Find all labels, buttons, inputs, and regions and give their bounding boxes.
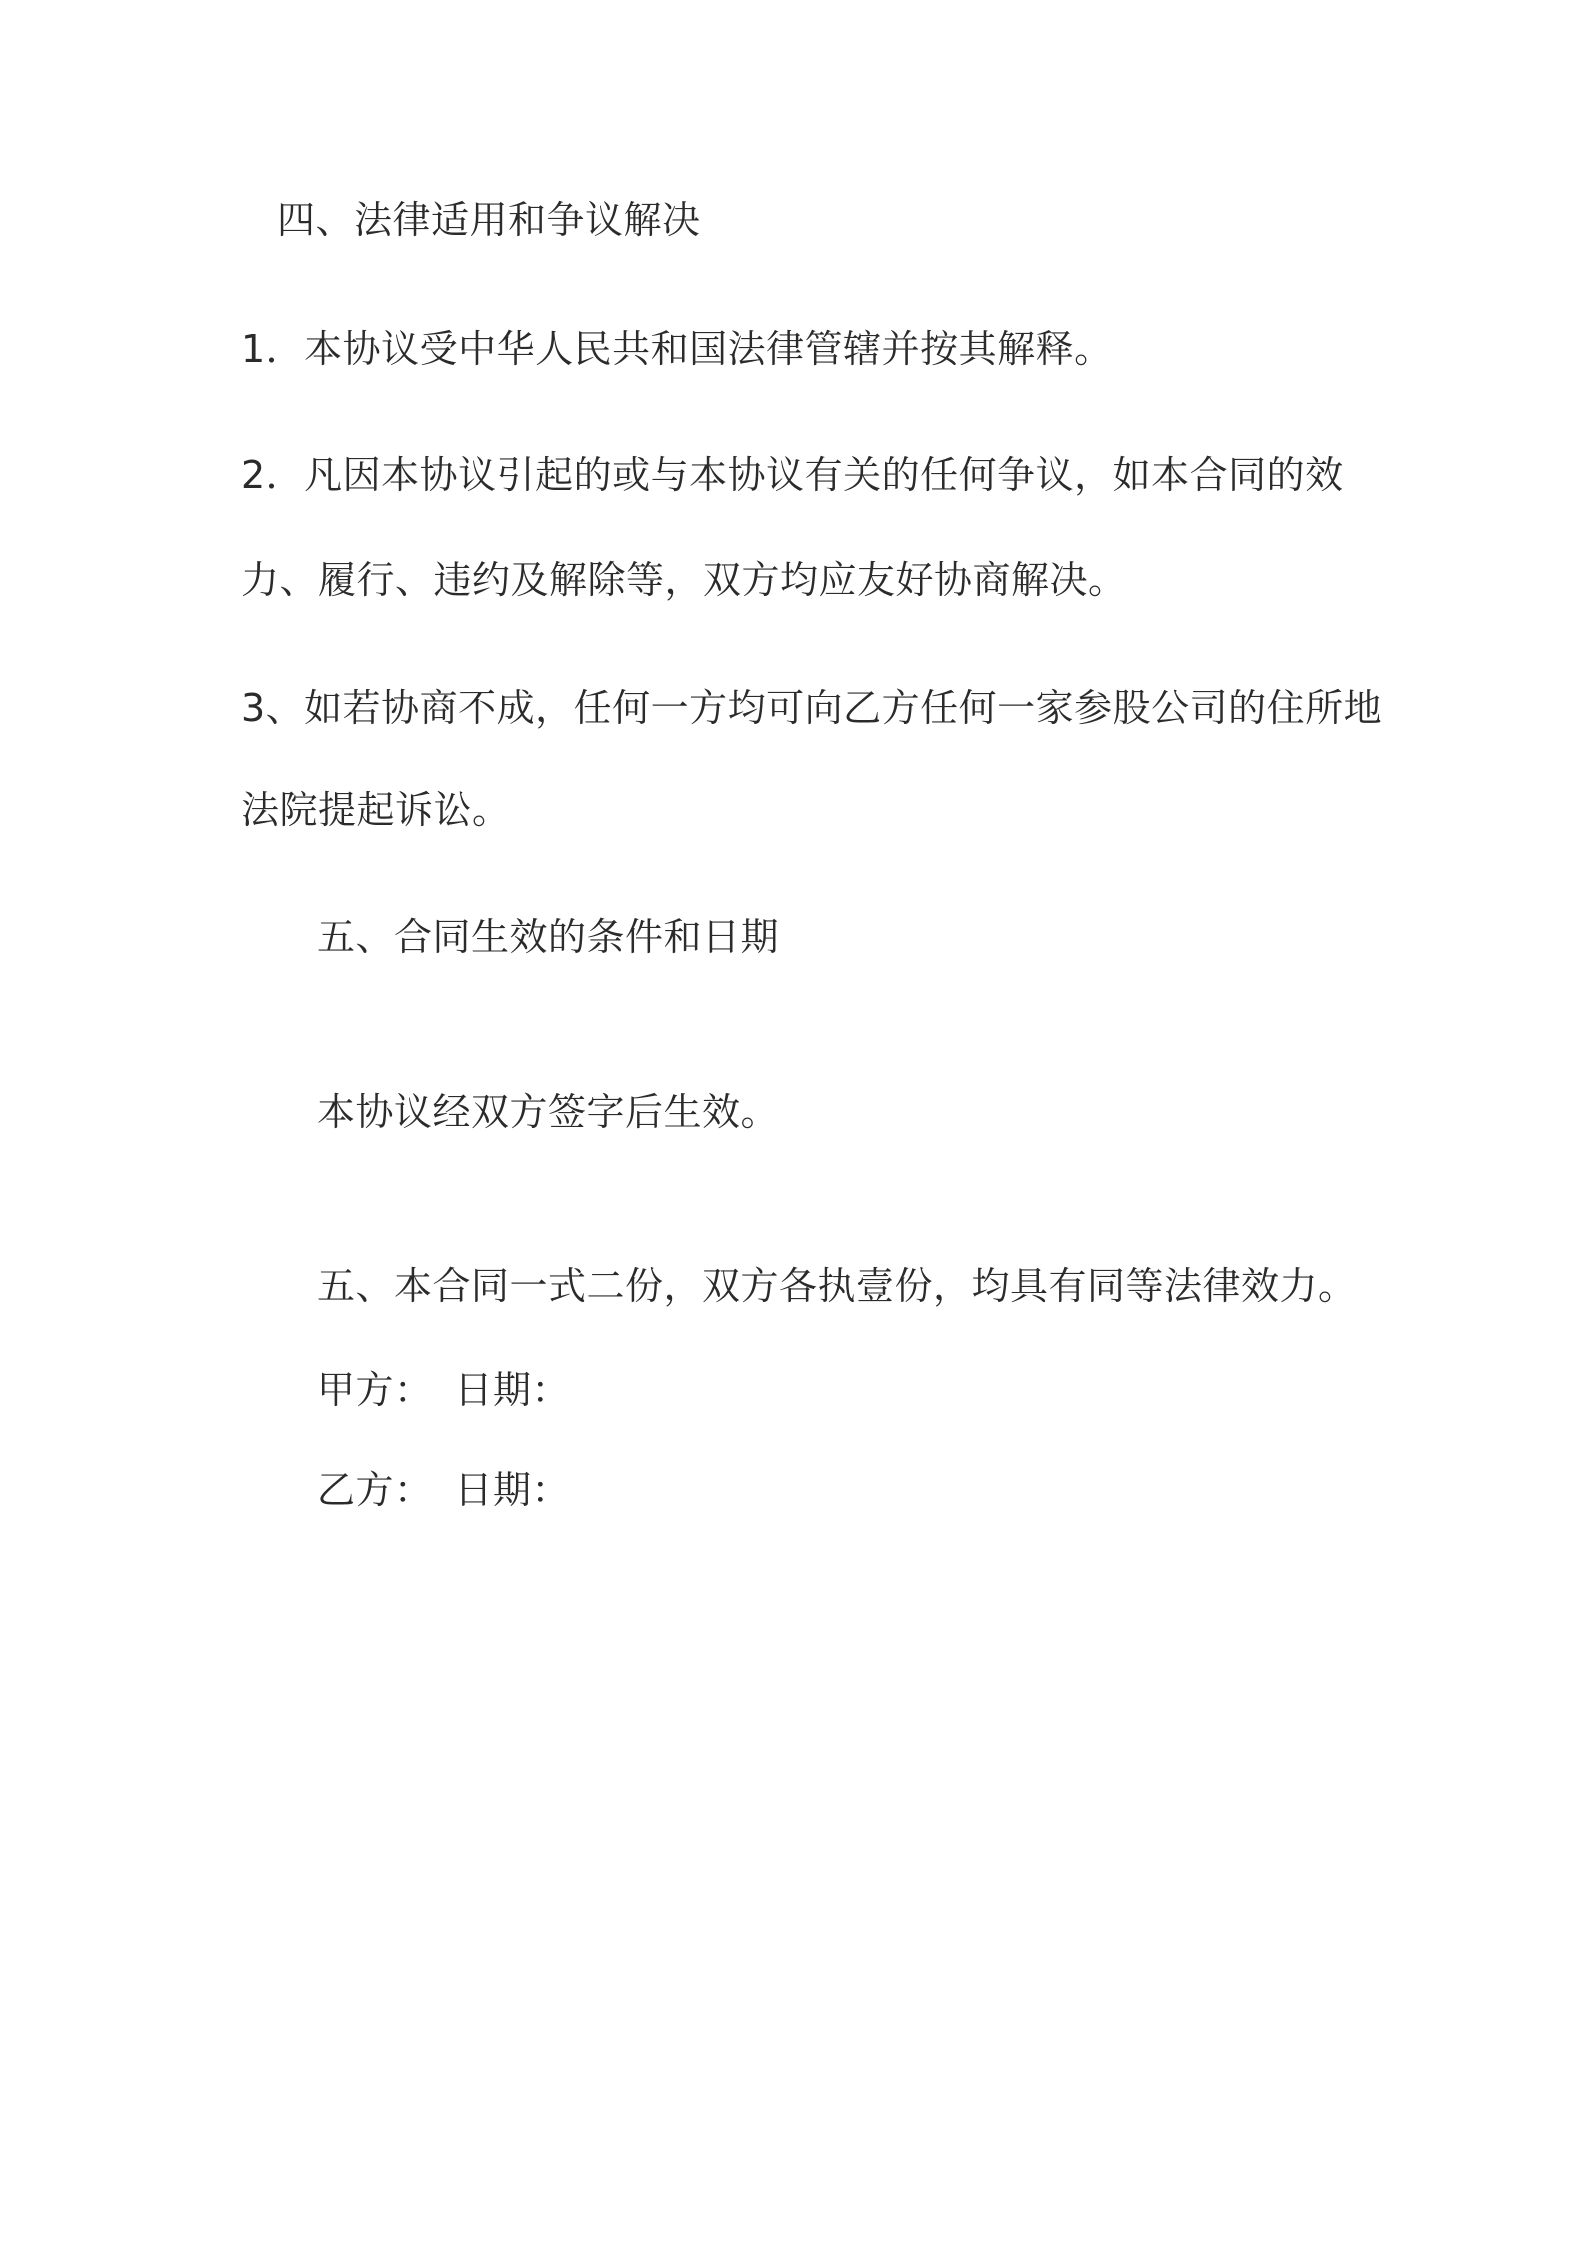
section4-heading: 四、法律适用和争议解决 xyxy=(277,198,701,242)
section4-item3-line2: 法院提起诉讼。 xyxy=(241,788,511,832)
section4-item2-line1: 2．凡因本协议引起的或与本协议有关的任何争议，如本合同的效 xyxy=(241,453,1344,497)
section4-item2-line2: 力、履行、违约及解除等，双方均应友好协商解决。 xyxy=(241,558,1127,602)
party-b-label: 乙方： xyxy=(317,1468,433,1512)
party-a-date-label: 日期： xyxy=(454,1368,571,1412)
party-a-signature-line xyxy=(317,1366,570,1414)
section5-copies-clause: 五、本合同一式二份，双方各执壹份，均具有同等法律效力。 xyxy=(317,1264,1357,1308)
section5-effective-clause: 本协议经双方签字后生效。 xyxy=(317,1090,780,1134)
party-b-signature-line xyxy=(317,1466,570,1514)
section4-item3-line1: 3、如若协商不成，任何一方均可向乙方任何一家参股公司的住所地 xyxy=(241,686,1383,730)
section4-item1: 1．本协议受中华人民共和国法律管辖并按其解释。 xyxy=(241,327,1113,371)
section5-heading: 五、合同生效的条件和日期 xyxy=(317,915,780,959)
party-a-label: 甲方： xyxy=(317,1368,433,1412)
party-b-date-label: 日期： xyxy=(454,1468,571,1512)
